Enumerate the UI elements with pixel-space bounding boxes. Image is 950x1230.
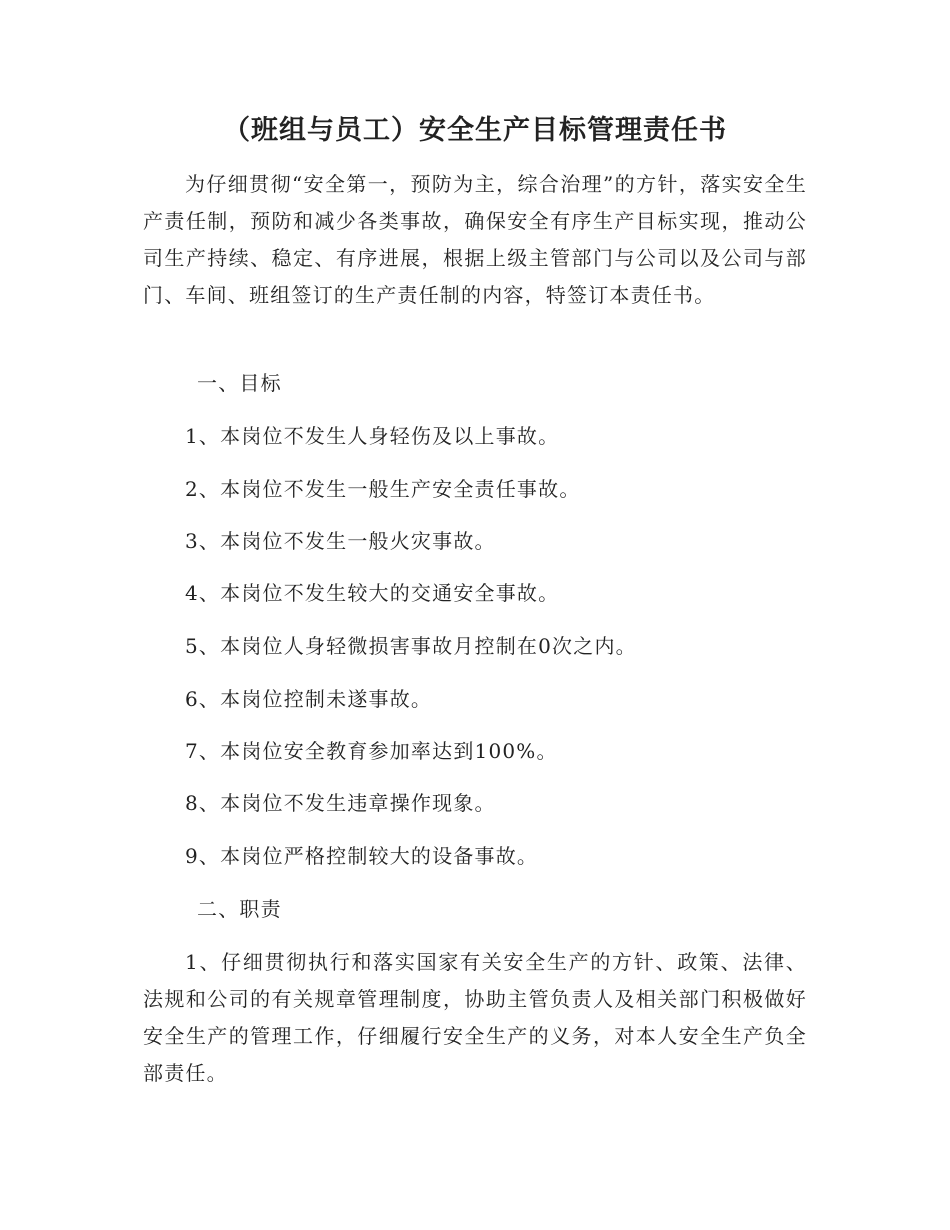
section-heading-goals: 一、目标 (197, 371, 282, 395)
document-title: （班组与员工）安全生产目标管理责任书 (223, 115, 727, 146)
section-heading-duties: 二、职责 (197, 897, 282, 921)
goal-item: 4、本岗位不发生较大的交通安全事故。 (185, 581, 560, 605)
goal-item: 3、本岗位不发生一般火灾事故。 (185, 529, 496, 553)
goal-item: 5、本岗位人身轻微损害事故月控制在0次之内。 (185, 634, 637, 658)
goal-item: 6、本岗位控制未遂事故。 (185, 687, 433, 711)
duty-item: 1、仔细贯彻执行和落实国家有关安全生产的方针、政策、法律、法规和公司的有关规章管理制度，协助主管负责人及相关部门积极做好安全生产的管理工作，仔细履行安全生产的义务，对本人安全生产负全部责任。 (143, 950, 807, 1085)
goal-item: 1、本岗位不发生人身轻伤及以上事故。 (185, 424, 560, 448)
goal-item: 8、本岗位不发生违章操作现象。 (185, 791, 496, 815)
intro-paragraph: 为仔细贯彻“安全第一，预防为主，综合治理”的方针，落实安全生产责任制，预防和减少各类事故，确保安全有序生产目标实现，推动公司生产持续、稳定、有序进展，根据上级主管部门与公司以及公司与部门、车间、班组签订的生产责任制的内容，特签订本责任书。 (143, 172, 807, 307)
goal-item: 2、本岗位不发生一般生产安全责任事故。 (185, 477, 581, 501)
goal-item: 9、本岗位严格控制较大的设备事故。 (185, 844, 539, 868)
goal-item: 7、本岗位安全教育参加率达到100%。 (185, 739, 558, 763)
